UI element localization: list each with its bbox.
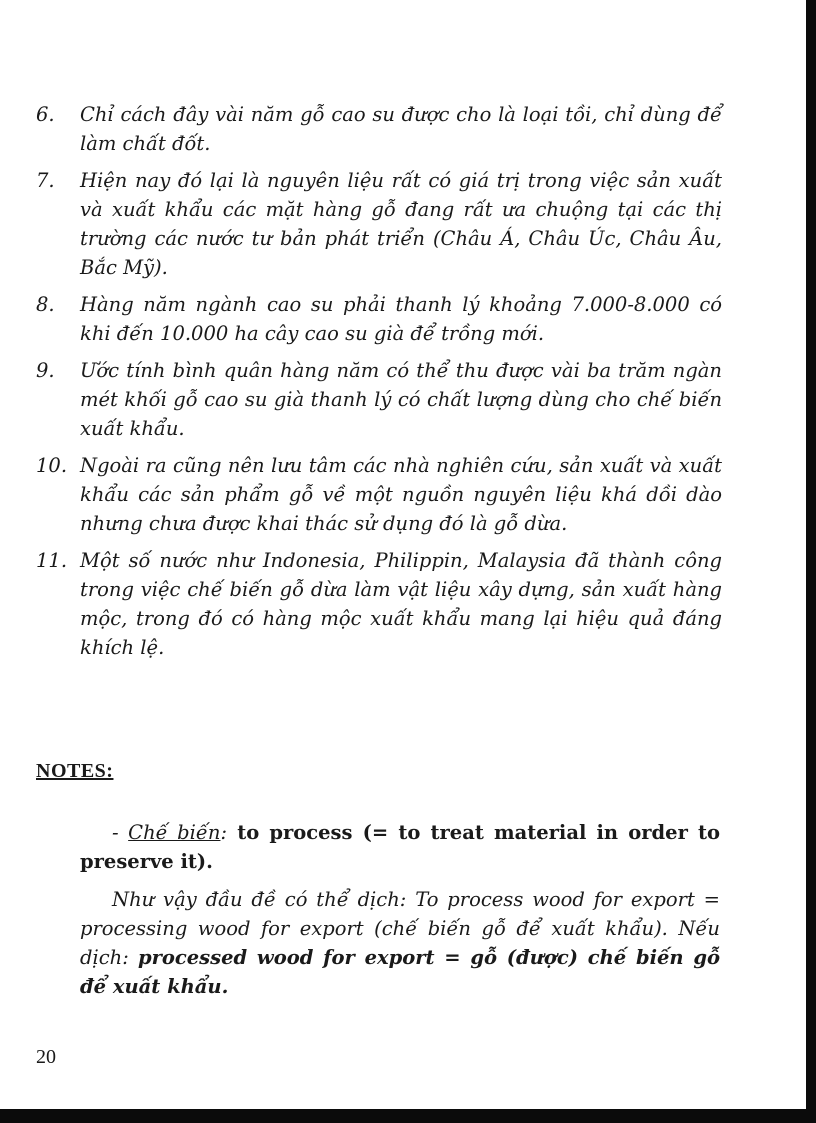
item-text: Hàng năm ngành cao su phải thanh lý khoảng 7.000-8.000 có khi đến 10.000 ha cây cao su già để trồng mới. (80, 293, 722, 345)
item-number: 11. (36, 549, 68, 572)
item-number: 8. (36, 293, 55, 316)
item-number: 6. (36, 103, 55, 126)
page-edge-right (806, 0, 816, 1123)
note-definition (80, 818, 720, 876)
note1-definition: to process (= to treat material in order to preserve it). (80, 821, 721, 873)
notes-heading: NOTES: (36, 760, 114, 782)
item-text: Một số nước như Indonesia, Philippin, Malaysia đã thành công trong việc chế biến gỗ dừa làm vật liệu xây dựng, sản xuất hàng mộc, trong đó có hàng mộc xuất khẩu mang lại hiệu quả đáng khích lệ. (80, 549, 722, 659)
note1-term: Chế biến (128, 821, 221, 844)
item-number: 10. (36, 454, 68, 477)
item-number: 7. (36, 169, 55, 192)
page-number: 20 (36, 1046, 56, 1068)
page-edge-bottom (0, 1109, 816, 1123)
list-item (36, 100, 722, 158)
note-translation (80, 885, 720, 1001)
item-text: Ngoài ra cũng nên lưu tâm các nhà nghiên cứu, sản xuất và xuất khẩu các sản phẩm gỗ về một nguồn nguyên liệu khá dồi dào nhưng chưa được khai thác sử dụng đó là gỗ dừa. (80, 454, 722, 535)
numbered-list (36, 100, 722, 670)
item-text: Hiện nay đó lại là nguyên liệu rất có giá trị trong việc sản xuất và xuất khẩu các mặt hàng gỗ đang rất ưa chuộng tại các thị trường các nước tư bản phát triển (Châu Á, Châu Úc, Châu Âu, Bắc Mỹ). (80, 169, 722, 279)
note1-prefix: - (112, 821, 129, 844)
list-item (36, 451, 722, 538)
item-text: Ước tính bình quân hàng năm có thể thu được vài ba trăm ngàn mét khối gỗ cao su già thanh lý có chất lượng dùng cho chế biến xuất khẩu. (80, 359, 722, 440)
list-item (36, 290, 722, 348)
list-item (36, 166, 722, 282)
note1-colon: : (220, 821, 228, 844)
list-item (36, 356, 722, 443)
item-text: Chỉ cách đây vài năm gỗ cao su được cho là loại tồi, chỉ dùng để làm chất đốt. (80, 103, 722, 155)
item-number: 9. (36, 359, 55, 382)
note2-text: Như vậy đầu đề có thể dịch: To process wood for export = processing wood for export (chế biến gỗ để xuất khẩu). Nếu dịch: (80, 888, 720, 969)
note2-bold: processed wood for export = gỗ (được) chế biến gỗ để xuất khẩu. (80, 946, 720, 998)
list-item (36, 546, 722, 662)
